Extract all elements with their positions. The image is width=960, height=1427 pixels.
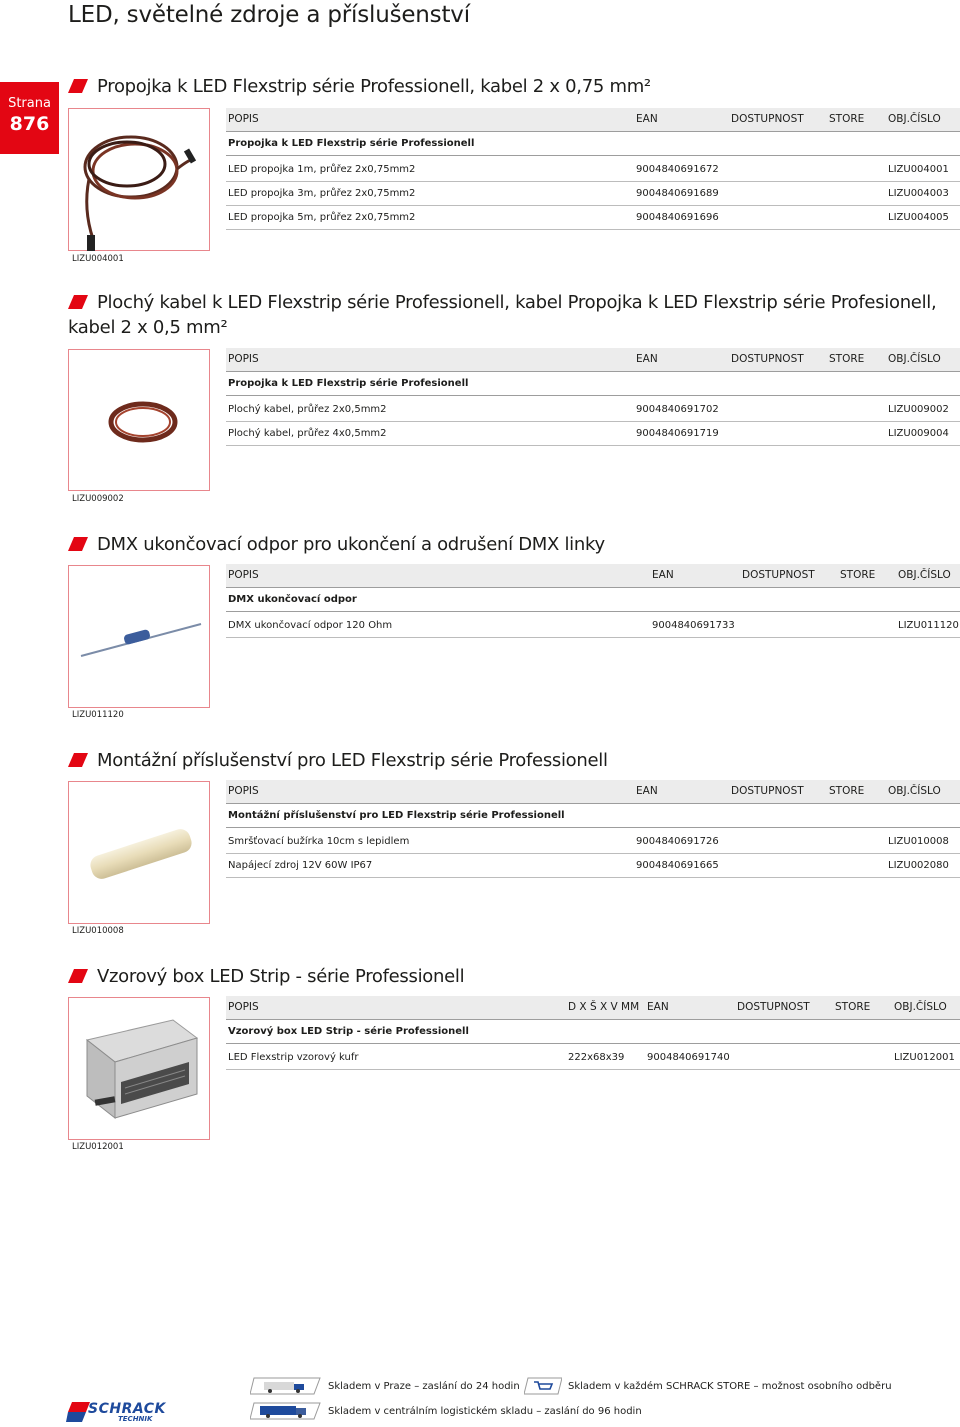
- row-ean: 9004840691702: [636, 404, 719, 415]
- section-propojka: [68, 74, 960, 274]
- table-row: [226, 182, 960, 206]
- row-dims: 222x68x39: [568, 1052, 625, 1063]
- section-title: [68, 964, 958, 989]
- page-tab-label: Strana: [8, 96, 51, 111]
- section-title: [68, 532, 958, 557]
- footer: [0, 1370, 960, 1427]
- table-group-row: [226, 1020, 960, 1044]
- table-row: [226, 158, 960, 182]
- col-store: STORE: [835, 1001, 871, 1013]
- row-popis: LED propojka 3m, průřez 2x0,75mm2: [228, 188, 416, 199]
- table-header: [226, 564, 960, 588]
- bullet-icon: [68, 969, 88, 983]
- col-store: STORE: [829, 353, 865, 365]
- section-title-text: Plochý kabel k LED Flexstrip série Professionell, kabel Propojka k LED Flexstrip série Profesionell, kabel 2 x 0,5 mm²: [68, 292, 937, 338]
- row-popis: LED propojka 1m, průřez 2x0,75mm2: [228, 164, 416, 175]
- col-ean: EAN: [636, 113, 658, 125]
- row-ean: 9004840691740: [647, 1052, 730, 1063]
- col-dostupnost: DOSTUPNOST: [737, 1001, 810, 1013]
- flat-cable-image: [69, 350, 211, 492]
- section-title-text: Propojka k LED Flexstrip série Professionell, kabel 2 x 0,75 mm²: [97, 76, 651, 97]
- row-obj: LIZU004003: [888, 188, 949, 199]
- group-title: DMX ukončovací odpor: [228, 594, 357, 605]
- bullet-icon: [68, 753, 88, 767]
- table-header: [226, 108, 960, 132]
- product-code-label: LIZU010008: [72, 926, 124, 936]
- row-obj: LIZU004001: [888, 164, 949, 175]
- col-dostupnost: DOSTUPNOST: [742, 569, 815, 581]
- product-image: [68, 781, 210, 924]
- col-obj: OBJ.ČÍSLO: [894, 1001, 947, 1013]
- row-obj: LIZU004005: [888, 212, 949, 223]
- col-popis: POPIS: [228, 785, 259, 797]
- product-code-label: LIZU011120: [72, 710, 124, 720]
- section-dmx: [68, 532, 960, 728]
- schrack-logo: [66, 1400, 166, 1424]
- table-row: [226, 614, 960, 638]
- product-code-label: LIZU012001: [72, 1142, 124, 1152]
- section-title-text: Vzorový box LED Strip - série Professionell: [97, 966, 465, 987]
- col-ean: EAN: [647, 1001, 669, 1013]
- table-group-row: [226, 804, 960, 828]
- section-plochy-kabel: [68, 290, 960, 510]
- row-obj: LIZU011120: [898, 620, 959, 631]
- group-title: Propojka k LED Flexstrip série Professionell: [228, 138, 475, 149]
- truck-icon: [250, 1376, 322, 1396]
- col-ean: EAN: [636, 785, 658, 797]
- section-title-text: Montážní příslušenství pro LED Flexstrip série Professionell: [97, 750, 608, 771]
- table-header: [226, 996, 960, 1020]
- row-ean: 9004840691696: [636, 212, 719, 223]
- row-ean: 9004840691665: [636, 860, 719, 871]
- col-store: STORE: [840, 569, 876, 581]
- col-dims: D X Š X V MM: [568, 1001, 640, 1013]
- row-popis: Smršťovací bužírka 10cm s lepidlem: [228, 836, 410, 847]
- col-obj: OBJ.ČÍSLO: [888, 353, 941, 365]
- row-popis: Napájecí zdroj 12V 60W IP67: [228, 860, 373, 871]
- row-popis: LED propojka 5m, průřez 2x0,75mm2: [228, 212, 416, 223]
- row-ean: 9004840691672: [636, 164, 719, 175]
- row-popis: LED Flexstrip vzorový kufr: [228, 1052, 359, 1063]
- section-title: [68, 290, 958, 340]
- product-image: [68, 349, 210, 491]
- row-obj: LIZU009002: [888, 404, 949, 415]
- bullet-icon: [68, 537, 88, 551]
- table-row: [226, 830, 960, 854]
- table-group-row: [226, 372, 960, 396]
- group-title: Montážní příslušenství pro LED Flexstrip série Professionell: [228, 810, 565, 821]
- table-group-row: [226, 588, 960, 612]
- page-tab: [0, 82, 59, 154]
- page-number: 876: [9, 113, 50, 135]
- row-ean: 9004840691719: [636, 428, 719, 439]
- table-header: [226, 348, 960, 372]
- row-ean: 9004840691689: [636, 188, 719, 199]
- col-popis: POPIS: [228, 113, 259, 125]
- bullet-icon: [68, 295, 88, 309]
- section-title: [68, 74, 958, 99]
- footer-line1-left: Skladem v Praze – zaslání do 24 hodin: [328, 1381, 520, 1392]
- section-title-text: DMX ukončovací odpor pro ukončení a odrušení DMX linky: [97, 534, 605, 555]
- page-title: LED, světelné zdroje a příslušenství: [68, 2, 470, 28]
- row-ean: 9004840691733: [652, 620, 735, 631]
- row-popis: DMX ukončovací odpor 120 Ohm: [228, 620, 393, 631]
- col-ean: EAN: [652, 569, 674, 581]
- section-montazni: [68, 748, 960, 944]
- col-dostupnost: DOSTUPNOST: [731, 785, 804, 797]
- row-popis: Plochý kabel, průřez 4x0,5mm2: [228, 428, 387, 439]
- row-obj: LIZU012001: [894, 1052, 955, 1063]
- footer-line1-right: Skladem v každém SCHRACK STORE – možnost osobního odběru: [568, 1381, 892, 1392]
- bullet-icon: [68, 79, 88, 93]
- col-store: STORE: [829, 113, 865, 125]
- col-popis: POPIS: [228, 353, 259, 365]
- table-row: [226, 422, 960, 446]
- row-ean: 9004840691726: [636, 836, 719, 847]
- group-title: Propojka k LED Flexstrip série Profesionell: [228, 378, 469, 389]
- resistor-image: [69, 566, 211, 709]
- row-obj: LIZU002080: [888, 860, 949, 871]
- table-group-row: [226, 132, 960, 156]
- section-title: [68, 748, 958, 773]
- col-popis: POPIS: [228, 1001, 259, 1013]
- col-obj: OBJ.ČÍSLO: [888, 785, 941, 797]
- table-header: [226, 780, 960, 804]
- cable-coil-image: [69, 109, 211, 252]
- logo-name: SCHRACK: [88, 1401, 166, 1417]
- product-image: [68, 997, 210, 1140]
- cart-icon: [524, 1376, 562, 1396]
- table-row: [226, 854, 960, 878]
- product-image: [68, 108, 210, 251]
- col-ean: EAN: [636, 353, 658, 365]
- col-dostupnost: DOSTUPNOST: [731, 353, 804, 365]
- footer-line2-left: Skladem v centrálním logistickém skladu – zaslání do 96 hodin: [328, 1406, 642, 1417]
- row-popis: Plochý kabel, průřez 2x0,5mm2: [228, 404, 387, 415]
- truck-large-icon: [250, 1401, 322, 1421]
- col-store: STORE: [829, 785, 865, 797]
- row-obj: LIZU010008: [888, 836, 949, 847]
- row-obj: LIZU009004: [888, 428, 949, 439]
- logo-sub: TECHNIK: [118, 1415, 153, 1423]
- table-row: [226, 206, 960, 230]
- sample-box-image: [69, 998, 211, 1141]
- section-vzorovy-box: [68, 964, 960, 1160]
- table-row: [226, 1046, 960, 1070]
- col-dostupnost: DOSTUPNOST: [731, 113, 804, 125]
- shrink-tube-image: [69, 782, 211, 925]
- product-image: [68, 565, 210, 708]
- product-code-label: LIZU004001: [72, 254, 124, 264]
- table-row: [226, 398, 960, 422]
- product-code-label: LIZU009002: [72, 494, 124, 504]
- col-popis: POPIS: [228, 569, 259, 581]
- group-title: Vzorový box LED Strip - série Professionell: [228, 1026, 469, 1037]
- col-obj: OBJ.ČÍSLO: [898, 569, 951, 581]
- col-obj: OBJ.ČÍSLO: [888, 113, 941, 125]
